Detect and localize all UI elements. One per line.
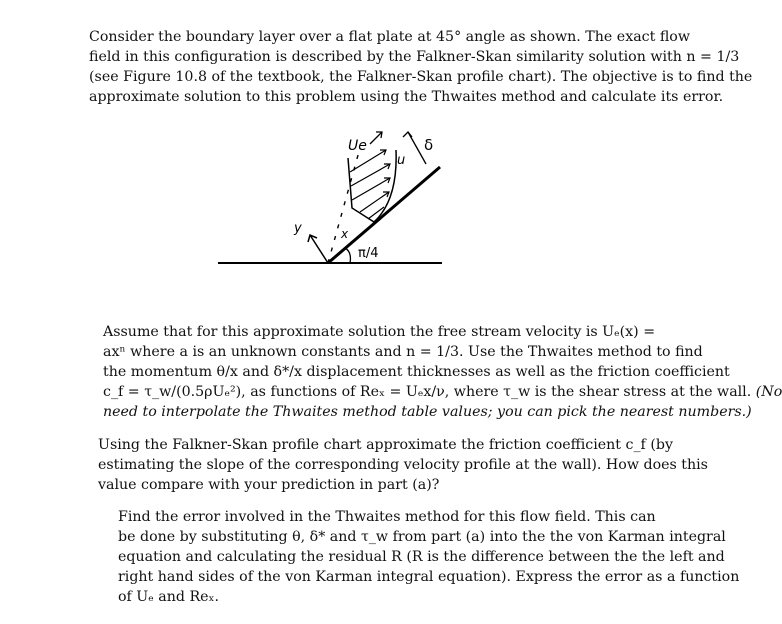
part-c-line: be done by substituting θ, δ* and τ_w from part (a) into the the von Karman integral [118, 529, 726, 545]
intro-line: (see Figure 10.8 of the textbook, the Falkner-Skan profile chart). The objective is to find the [89, 69, 753, 85]
delta-label: δ [424, 136, 434, 154]
flat-plate-diagram [200, 120, 460, 280]
angle-label: π/4 [358, 246, 379, 261]
part-a-line: the momentum θ/x and δ*/x displacement thicknesses as well as the friction coefficient [103, 364, 730, 380]
part-a-paragraph [58, 322, 782, 422]
part-c-line: equation and calculating the residual R (R is the difference between the the left and [118, 549, 725, 565]
u-label: u [397, 153, 406, 168]
angle-arc [345, 248, 350, 263]
part-b-line: Using the Falkner-Skan profile chart approximate the friction coefficient c_f (by [98, 437, 673, 453]
part-a-line: Assume that for this approximate solution the free stream velocity is Uₑ(x) = [103, 324, 656, 340]
ue-label: Ue [348, 138, 367, 154]
ue-arrow [370, 132, 382, 144]
part-c-line: right hand sides of the von Karman integral equation). Express the error as a function [118, 569, 740, 585]
part-a-note: need to interpolate the Thwaites method table values; you can pick the nearest numbers.) [103, 404, 752, 420]
y-label: y [294, 221, 302, 236]
part-a-formula-text: c_f = τ_w/(0.5ρUₑ²), as functions of Reₓ = Uₑx/ν, where τ_w is the shear stress at the wall. [103, 384, 752, 400]
intro-line: field in this configuration is described by the Falkner-Skan similarity solution with n = 1/3 [89, 49, 740, 65]
intro-line: Consider the boundary layer over a flat plate at 45° angle as shown. The exact flow [89, 29, 690, 45]
part-a-line [58, 382, 782, 402]
part-c-paragraph [58, 507, 740, 607]
part-a-note-start: (No [755, 384, 782, 400]
part-b-line: estimating the slope of the corresponding velocity profile at the wall). How does this [98, 457, 708, 473]
part-c-line: of Uₑ and Reₓ. [118, 589, 220, 605]
intro-paragraph [18, 27, 753, 107]
y-axis-arrow [310, 235, 328, 263]
x-axis-dashed [328, 148, 360, 263]
part-b-line: value compare with your prediction in part (a)? [98, 477, 440, 493]
x-label: x [341, 227, 349, 241]
part-b-paragraph [58, 435, 708, 495]
intro-line: approximate solution to this problem using the Thwaites method and calculate its error. [89, 89, 724, 105]
part-a-line: axⁿ where a is an unknown constants and n = 1/3. Use the Thwaites method to find [103, 344, 703, 360]
part-c-line: Find the error involved in the Thwaites method for this flow field. This can [118, 509, 656, 525]
